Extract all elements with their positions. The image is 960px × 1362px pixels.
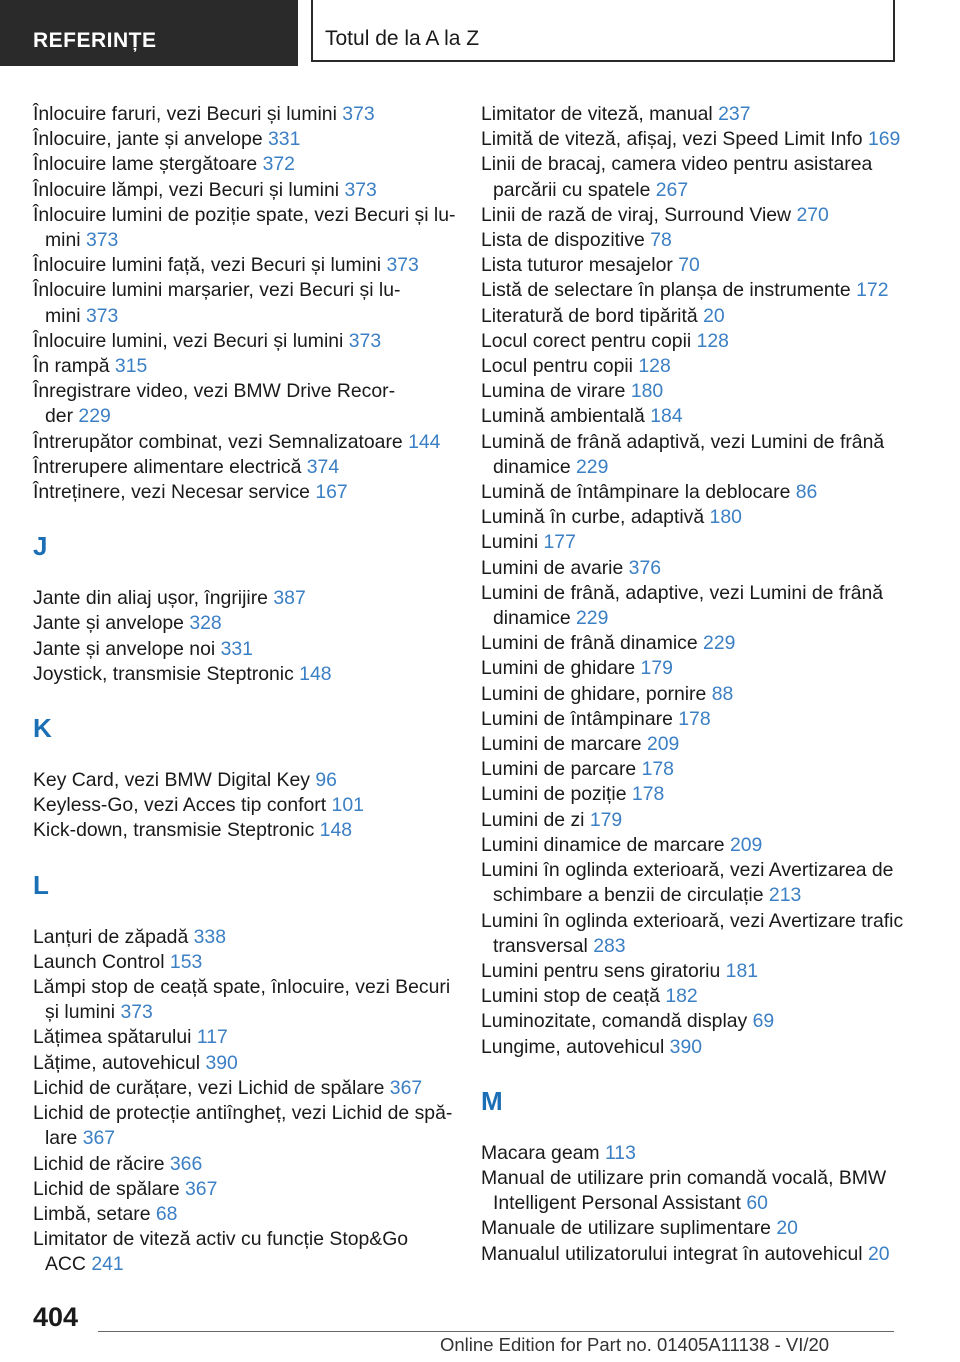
page-reference-link[interactable]: 69 (752, 1010, 775, 1033)
index-entry (481, 909, 921, 959)
index-entry (481, 631, 921, 656)
index-entry-text: Lumini în oglinda exterioară, vezi Avertizare trafic (481, 909, 904, 932)
index-entry (33, 768, 453, 793)
index-entry-text: Lămpi stop de ceață spate, înlocuire, vezi Becuri (33, 976, 451, 999)
index-entry (481, 530, 921, 555)
index-letter-heading: J (33, 531, 48, 562)
index-entry-text: Lichid de curățare, vezi Lichid de spălare (33, 1076, 385, 1099)
page-reference-link[interactable]: 338 (193, 925, 226, 948)
index-entry (481, 959, 921, 984)
index-entry (481, 354, 921, 379)
footer-divider (98, 1331, 894, 1332)
page-reference-link[interactable]: 387 (273, 587, 306, 610)
index-entry (33, 354, 453, 379)
index-entry (481, 984, 921, 1009)
page-reference-link[interactable]: 373 (342, 103, 375, 125)
index-entry-text: Lumină în curbe, adaptivă (481, 506, 705, 529)
page-reference-link[interactable]: 148 (299, 662, 332, 685)
index-entry-text: Lumini de marcare (481, 733, 642, 756)
index-entry-text: Lumini de poziție (481, 783, 627, 806)
page-reference-link[interactable]: 182 (665, 985, 698, 1008)
page-reference-link[interactable]: 373 (344, 178, 377, 201)
index-entry-text: Lumină de întâmpinare la deblocare (481, 481, 791, 504)
page-reference-link[interactable]: 373 (386, 254, 419, 277)
index-entry (33, 662, 453, 687)
index-entry-text: Manuale de utilizare suplimentare (481, 1217, 771, 1240)
index-entry (481, 228, 921, 253)
page-reference-link[interactable]: 237 (718, 103, 751, 125)
page-reference-link[interactable]: 229 (703, 632, 736, 655)
index-entry (33, 455, 453, 480)
page-reference-link[interactable]: 373 (85, 229, 119, 252)
index-entry-text: Lumini de ghidare (481, 657, 636, 680)
page-reference-link[interactable]: 213 (768, 884, 802, 907)
index-entry-text: Lichid de protecție antiîngheț, vezi Lichid de spă- (33, 1102, 453, 1125)
index-entry-text: Linii de rază de viraj, Surround View (481, 203, 792, 226)
index-entry-text: Înlocuire lămpi, vezi Becuri și lumini (33, 178, 340, 201)
index-entry-text: Limbă, setare (33, 1202, 151, 1225)
index-entry-text: Lumini (481, 531, 539, 554)
page-reference-link[interactable]: 128 (696, 329, 729, 352)
page-reference-link[interactable]: 367 (389, 1076, 423, 1099)
page-reference-link[interactable]: 373 (120, 1001, 153, 1024)
index-entry-text: der (45, 405, 74, 428)
index-entry (33, 102, 453, 127)
page-reference-link[interactable]: 270 (796, 203, 829, 226)
page-reference-link[interactable]: 331 (220, 637, 253, 660)
index-entry-text: Key Card, vezi BMW Digital Key (33, 769, 310, 792)
index-entry-text: Înlocuire lumini, vezi Becuri și lumini (33, 329, 344, 352)
index-entry-text: Jante și anvelope (33, 612, 184, 635)
index-entry (481, 1166, 921, 1216)
index-entry-text: Lumini de frână dinamice (481, 632, 698, 655)
index-entry-text: Limitator de viteză activ cu funcție Stop&Go (33, 1228, 409, 1251)
page-reference-link[interactable]: 178 (678, 707, 711, 730)
index-entry-text: Lanțuri de zăpadă (33, 925, 189, 948)
index-entry-text: mini (45, 229, 81, 252)
page-number: 404 (33, 1302, 79, 1332)
page-reference-link[interactable]: 144 (408, 430, 441, 453)
index-entry (33, 611, 453, 636)
index-entry (33, 1076, 453, 1101)
index-entry-text: Lichid de spălare (33, 1177, 180, 1200)
index-entry (33, 203, 456, 253)
index-entry (481, 480, 921, 505)
page-reference-link[interactable]: 148 (319, 819, 353, 842)
index-entry (33, 430, 453, 455)
page-reference-link[interactable]: 20 (867, 1242, 890, 1265)
index-entry (481, 656, 921, 681)
index-entry (481, 278, 921, 303)
index-entry (33, 1101, 453, 1151)
index-entry-text: Lista de dispozitive (481, 229, 645, 252)
page-reference-link[interactable]: 229 (576, 607, 609, 630)
page-reference-link[interactable]: 372 (262, 153, 295, 176)
page-reference-link[interactable]: 390 (205, 1051, 238, 1074)
page-reference-link[interactable]: 101 (331, 794, 364, 817)
index-entry (33, 950, 453, 975)
index-entry (481, 505, 921, 530)
page-reference-link[interactable]: 367 (185, 1177, 218, 1200)
index-entry-text: Lumini de parcare (481, 758, 637, 781)
index-entry (481, 1009, 921, 1034)
index-entry (33, 1051, 453, 1076)
index-entry-text: Keyless-Go, vezi Acces tip confort (33, 794, 327, 817)
page-reference-link[interactable]: 96 (315, 769, 337, 792)
index-entry-text: Joystick, transmisie Steptronic (33, 662, 294, 685)
index-entry (33, 1202, 453, 1227)
index-letter-heading: M (481, 1085, 503, 1116)
index-entry-text: Întrerupere alimentare electrică (33, 455, 302, 478)
page-reference-link[interactable]: 367 (82, 1127, 116, 1150)
section-tab: REFERINȚE (0, 0, 298, 66)
index-entry-text: Locul corect pentru copii (481, 329, 692, 352)
page-reference-link[interactable]: 180 (709, 506, 742, 529)
page-reference-link[interactable]: 366 (169, 1152, 203, 1175)
page-reference-link[interactable]: 373 (85, 304, 119, 327)
index-entry-text: Listă de selectare în planșa de instrumente (481, 279, 851, 302)
page-reference-link[interactable]: 376 (628, 556, 662, 579)
index-entry-text: Locul pentru copii (481, 355, 633, 378)
page-reference-link[interactable]: 113 (604, 1141, 636, 1164)
index-entry (481, 682, 921, 707)
index-entry (481, 808, 921, 833)
index-entry (33, 278, 453, 328)
page-reference-link[interactable]: 68 (155, 1202, 178, 1225)
chapter-tab: Totul de la A la Z (311, 0, 895, 62)
index-entry (33, 329, 453, 354)
page-reference-link[interactable]: 390 (669, 1035, 703, 1058)
index-entry-text: lare (45, 1127, 78, 1150)
index-entry (481, 304, 921, 329)
index-entry-text: Înlocuire lame ștergătoare (33, 153, 258, 176)
index-entry-text: Lungime, autovehicul (481, 1035, 665, 1058)
index-entry-text: Luminozitate, comandă display (481, 1010, 748, 1033)
footer-edition: Online Edition for Part no. 01405A11138 - VI/20 (440, 1334, 830, 1355)
page-reference-link[interactable]: 180 (630, 380, 664, 403)
index-entry (33, 152, 453, 177)
index-entry (481, 1216, 921, 1241)
index-entry (481, 203, 921, 228)
page-reference-link[interactable]: 328 (189, 612, 222, 635)
page-reference-link[interactable]: 209 (729, 833, 763, 856)
index-entry (33, 1152, 453, 1177)
index-entry (481, 329, 921, 354)
index-entry-text: Lumini pentru sens giratoriu (481, 959, 721, 982)
index-entry (33, 480, 453, 505)
index-entry (481, 581, 921, 631)
index-entry (481, 1242, 921, 1267)
index-entry (33, 127, 453, 152)
index-entry-text: mini (45, 304, 81, 327)
index-entry (33, 178, 453, 203)
page-reference-link[interactable]: 70 (678, 254, 700, 277)
index-entry (33, 253, 453, 278)
index-entry (481, 732, 921, 757)
page-reference-link[interactable]: 229 (576, 455, 609, 478)
index-entry-text: Manual de utilizare prin comandă vocală, BMW (481, 1166, 887, 1189)
index-entry-text: Lumina de virare (481, 380, 626, 403)
index-entry-text: Lumini de întâmpinare (481, 707, 673, 730)
index-entry-text: ACC (45, 1253, 86, 1276)
page-reference-link[interactable]: 331 (268, 128, 301, 151)
page-reference-link[interactable]: 374 (306, 455, 340, 478)
page-reference-link[interactable]: 315 (114, 355, 148, 378)
index-entry (33, 1177, 453, 1202)
page-reference-link[interactable]: 20 (703, 304, 725, 327)
index-entry (33, 586, 453, 611)
index-letter-heading: L (33, 869, 49, 900)
index-entry (33, 925, 453, 950)
index-entry (481, 556, 921, 581)
page-header (0, 0, 960, 66)
index-entry-text: Lumini stop de ceață (481, 985, 660, 1008)
index-entry-text: Întrerupător combinat, vezi Semnalizatoare (33, 430, 403, 453)
index-letter-heading: K (33, 713, 52, 744)
index-entry-text: Lățime, autovehicul (33, 1051, 201, 1074)
index-entry-text: Macara geam (481, 1141, 600, 1164)
page-reference-link[interactable]: 229 (78, 405, 111, 428)
index-entry (481, 253, 921, 278)
index-entry (481, 127, 921, 152)
page-reference-link[interactable]: 373 (348, 329, 382, 352)
page-reference-link[interactable]: 20 (776, 1217, 798, 1240)
index-entry (481, 152, 921, 202)
page-reference-link[interactable]: 181 (725, 959, 759, 982)
page-reference-link[interactable]: 241 (91, 1253, 124, 1276)
index-entry (481, 404, 921, 429)
index-entry (33, 1025, 453, 1050)
index-entry (33, 1227, 453, 1277)
index-entry (33, 379, 453, 429)
index-entry-text: Lumini de ghidare, pornire (481, 682, 707, 705)
page-reference-link[interactable]: 128 (638, 355, 671, 378)
index-entry-text: Literatură de bord tipărită (481, 304, 698, 327)
index-entry-text: Lumini de zi (481, 808, 585, 831)
page-reference-link[interactable]: 86 (795, 481, 818, 504)
page-reference-link[interactable]: 153 (169, 950, 203, 973)
page-reference-link[interactable]: 60 (746, 1192, 768, 1215)
page-reference-link[interactable]: 179 (640, 657, 673, 680)
index-entry-text: parcării cu spatele (493, 178, 651, 201)
page-reference-link[interactable]: 172 (856, 279, 889, 302)
index-entry-text: Linii de bracaj, camera video pentru asistarea (481, 153, 873, 176)
index-entry-text: Înlocuire faruri, vezi Becuri și lumini (33, 103, 337, 125)
index-entry-text: Lichid de răcire (33, 1152, 165, 1175)
index-entry (481, 1141, 921, 1166)
index-entry-text: transversal (493, 934, 588, 957)
index-entry (481, 782, 921, 807)
index-entry (481, 430, 921, 480)
index-entry-text: Limită de viteză, afișaj, vezi Speed Limit Info (481, 128, 863, 151)
index-entry (481, 102, 921, 127)
page-reference-link[interactable]: 78 (650, 229, 672, 252)
page-reference-link[interactable]: 88 (711, 682, 734, 705)
index-entry (481, 858, 921, 908)
page-reference-link[interactable]: 117 (196, 1026, 228, 1049)
page-reference-link[interactable]: 178 (631, 783, 665, 806)
index-entry-text: Lista tuturor mesajelor (481, 254, 673, 277)
page-reference-link[interactable]: 169 (867, 128, 901, 151)
page-reference-link[interactable]: 178 (641, 758, 674, 781)
index-entry-text: Jante și anvelope noi (33, 637, 216, 660)
page-reference-link[interactable]: 167 (315, 481, 348, 504)
index-entry-text: dinamice (493, 607, 571, 630)
index-entry (33, 637, 453, 662)
index-entry-text: Înregistrare video, vezi BMW Drive Recor- (33, 380, 396, 403)
index-entry-text: Lumini dinamice de marcare (481, 833, 725, 856)
index-entry-text: Înlocuire lumini față, vezi Becuri și lumini (33, 254, 382, 277)
index-entry-text: Înlocuire lumini marșarier, vezi Becuri și lu- (33, 279, 401, 302)
index-entry-text: Înlocuire, jante și anvelope (33, 128, 263, 151)
index-entry-text: schimbare a benzii de circulație (493, 884, 764, 907)
page-reference-link[interactable]: 283 (593, 934, 626, 957)
index-entry-text: Jante din aliaj ușor, îngrijire (33, 587, 268, 610)
index-entry-text: dinamice (493, 455, 571, 478)
index-entry-text: Lumini de avarie (481, 556, 624, 579)
index-entry (481, 379, 921, 404)
index-entry-text: Lumină de frână adaptivă, vezi Lumini de frână (481, 430, 885, 453)
index-entry-text: Manualul utilizatorului integrat în autovehicul (481, 1242, 863, 1265)
index-entry (481, 833, 921, 858)
page-reference-link[interactable]: 177 (543, 531, 576, 554)
index-entry (481, 1035, 921, 1060)
index-column-left (33, 102, 456, 1278)
index-entry-text: Lățimea spătarului (33, 1026, 192, 1049)
index-entry-text: și lumini (45, 1001, 116, 1024)
index-entry (481, 757, 921, 782)
index-entry-text: Lumină ambientală (481, 405, 645, 428)
index-entry-text: Kick-down, transmisie Steptronic (33, 819, 315, 842)
index-entry-text: Lumini de frână, adaptive, vezi Lumini de frână (481, 581, 884, 604)
index-entry-text: Limitator de viteză, manual (481, 103, 713, 125)
index-entry-text: Intelligent Personal Assistant (493, 1192, 741, 1215)
page-reference-link[interactable]: 179 (589, 808, 623, 831)
index-entry (33, 975, 453, 1025)
index-entry-text: Launch Control (33, 950, 165, 973)
index-entry-text: Lumini în oglinda exterioară, vezi Avertizarea de (481, 859, 894, 882)
page-reference-link[interactable]: 184 (650, 405, 683, 428)
index-entry-text: Înlocuire lumini de poziție spate, vezi Becuri și lu- (33, 203, 456, 226)
index-entry (33, 793, 453, 818)
index-entry (33, 818, 453, 843)
index-entry-text: În rampă (33, 355, 110, 378)
index-entry-text: Întreținere, vezi Necesar service (33, 481, 310, 504)
index-entry (481, 707, 921, 732)
page-reference-link[interactable]: 209 (646, 733, 680, 756)
index-column-right (481, 102, 921, 1267)
page-reference-link[interactable]: 267 (655, 178, 689, 201)
